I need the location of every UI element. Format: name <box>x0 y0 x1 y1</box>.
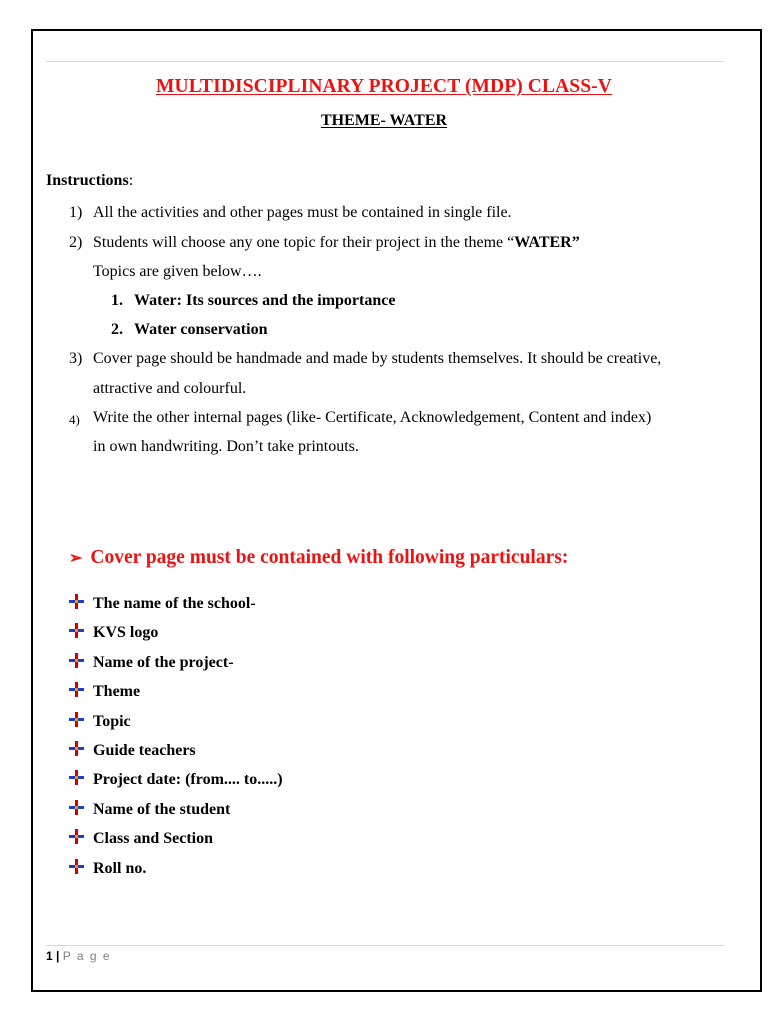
instruction-number: 1) <box>69 204 83 221</box>
theme-subtitle: THEME- WATER <box>320 112 448 129</box>
cover-particular-label: The name of the school- <box>93 595 256 612</box>
footer-rule <box>46 945 724 946</box>
cross-bullet-icon <box>69 859 84 874</box>
instruction-text: Students will choose any one topic for their project in the theme “WATER” <box>93 234 580 251</box>
instructions-heading: Instructions: <box>46 172 134 189</box>
instruction-text: Cover page should be handmade and made by students themselves. It should be creative, <box>93 350 662 367</box>
instruction-number: 2) <box>69 234 83 251</box>
cover-particular-label: Class and Section <box>93 830 214 848</box>
cover-particular-label: Theme <box>93 683 141 701</box>
cross-bullet-icon <box>69 829 84 844</box>
header-rule <box>46 61 724 62</box>
cover-particular-item <box>69 623 158 642</box>
instruction-text-continued: in own handwriting. Don’t take printouts. <box>93 438 359 455</box>
cross-bullet-icon <box>69 623 84 638</box>
cross-bullet-icon <box>69 653 84 668</box>
page-footer <box>46 949 111 963</box>
topic-number: 2. <box>111 321 123 338</box>
instruction-text-continued: Topics are given below…. <box>93 263 262 280</box>
instruction-text-continued: attractive and colourful. <box>93 380 247 397</box>
cover-particular-label: KVS logo <box>93 624 159 642</box>
cover-particular-label: Guide teachers <box>93 742 196 759</box>
cover-particular-label: Name of the student <box>93 800 231 818</box>
cross-bullet-icon <box>69 800 84 815</box>
cover-particular-label: Name of the project- <box>93 653 234 671</box>
topic-number: 1. <box>111 292 123 309</box>
cover-particular-label: Roll no. <box>93 859 147 877</box>
cover-particular-item <box>69 800 230 819</box>
cover-particular-item <box>69 594 256 613</box>
cross-bullet-icon <box>69 682 84 697</box>
cover-particular-item <box>69 712 131 731</box>
cross-bullet-icon <box>69 741 84 756</box>
instruction-number: 3) <box>69 350 83 367</box>
instruction-number: 4) <box>69 412 80 427</box>
cover-particular-item <box>69 653 234 672</box>
cover-section-heading: ➢ Cover page must be contained with following particulars: <box>69 547 569 568</box>
footer-separator: | <box>52 949 63 963</box>
cover-particular-item <box>69 682 140 701</box>
page-label: P a g e <box>62 949 112 963</box>
instruction-text: All the activities and other pages must be contained in single file. <box>93 204 512 221</box>
topic-text: Water: Its sources and the importance <box>134 292 396 309</box>
cover-particular-item <box>69 770 283 789</box>
arrow-bullet-icon: ➢ <box>69 550 83 567</box>
cover-particular-item <box>69 859 146 878</box>
cross-bullet-icon <box>69 770 84 785</box>
cover-particular-item <box>69 829 213 848</box>
page-number: 1 <box>46 949 53 963</box>
cover-particular-label: Topic <box>93 712 131 730</box>
cross-bullet-icon <box>69 594 84 609</box>
cross-bullet-icon <box>69 712 84 727</box>
topic-text: Water conservation <box>134 321 268 338</box>
instruction-text: Write the other internal pages (like- Certificate, Acknowledgement, Content and index) <box>93 409 652 426</box>
cover-particular-label: Project date: (from.... to.....) <box>93 771 283 789</box>
document-title: MULTIDISCIPLINARY PROJECT (MDP) CLASS-V <box>156 76 612 97</box>
cover-particular-item <box>69 741 196 760</box>
